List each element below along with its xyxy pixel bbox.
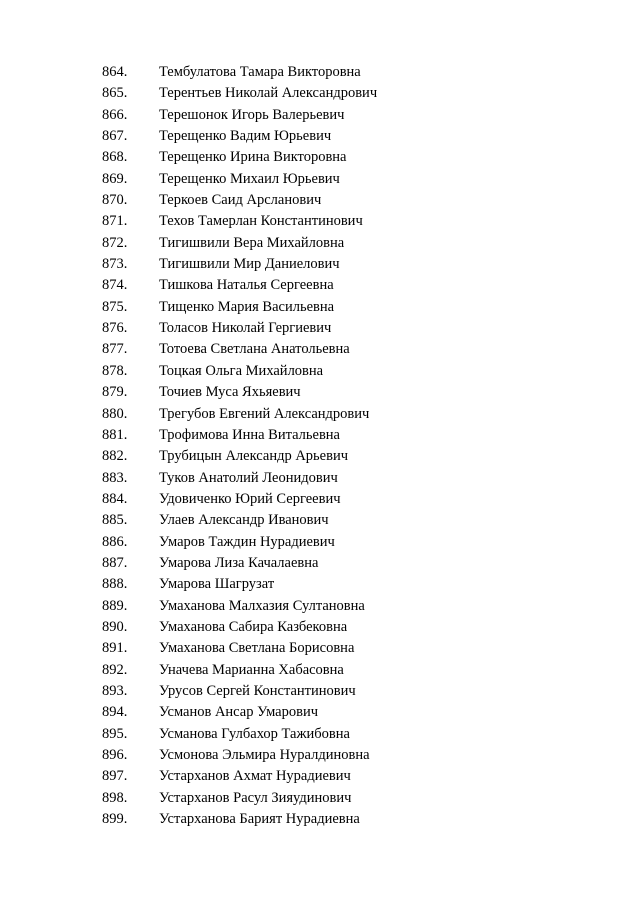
entry-name: Теркоев Саид Арсланович [159,192,322,209]
list-item [0,404,640,425]
entry-name: Трегубов Евгений Александрович [159,405,370,422]
entry-name: Трофимова Инна Витальевна [159,426,340,443]
entry-name: Трубицын Александр Арьевич [159,448,349,465]
list-item [0,745,640,766]
list-item [0,169,640,190]
entry-name: Терещенко Ирина Викторовна [159,149,347,166]
entry-name: Удовиченко Юрий Сергеевич [159,490,341,507]
entry-number: 874. [102,277,128,294]
list-item [0,446,640,467]
entry-name: Усмонова Эльмира Нуралдиновна [159,747,370,763]
entry-number: 888. [102,576,128,593]
entry-number: 886. [102,533,128,550]
entry-number: 866. [102,106,128,123]
list-item [0,382,640,403]
entry-number: 897. [102,768,128,785]
entry-name: Устарханова Барият Нурадиевна [159,811,360,828]
list-item [0,617,640,638]
entry-name: Тигишвили Мир Даниелович [159,256,340,273]
entry-number: 891. [102,640,128,657]
entry-name: Терещенко Михаил Юрьевич [159,170,340,187]
entry-name: Устарханов Расул Зияудинович [159,789,352,806]
entry-number: 865. [102,85,128,102]
list-item [0,660,640,681]
entry-number: 879. [102,384,128,401]
entry-number: 890. [102,618,128,635]
entry-number: 895. [102,725,128,742]
entry-name: Техов Тамерлан Константинович [159,213,363,230]
entry-number: 869. [102,170,128,187]
entry-name: Усманова Гулбахор Тажибовна [159,725,350,742]
entry-name: Туков Анатолий Леонидович [159,469,338,486]
list-item [0,83,640,104]
entry-number: 878. [102,362,128,379]
entry-number: 884. [102,490,128,507]
list-item [0,190,640,211]
entry-number: 881. [102,426,128,443]
list-item [0,638,640,659]
entry-name: Умарова Лиза Качалаевна [159,554,319,571]
list-item [0,233,640,254]
list-item [0,425,640,446]
entry-number: 889. [102,597,128,614]
list-item [0,361,640,382]
entry-name: Тотоева Светлана Анатольевна [159,341,350,358]
entry-number: 877. [102,341,128,358]
entry-name: Урусов Сергей Константинович [159,682,356,699]
entry-name: Усманов Ансар Умарович [159,704,319,721]
list-item [0,297,640,318]
list-item [0,468,640,489]
entry-number: 871. [102,213,128,230]
entry-number: 893. [102,682,128,699]
list-item [0,553,640,574]
entry-number: 885. [102,512,128,529]
entry-number: 883. [102,469,128,486]
entry-name: Толасов Николай Гергиевич [159,320,332,337]
entry-number: 868. [102,149,128,166]
entry-number: 898. [102,789,128,806]
numbered-name-list [0,62,640,830]
entry-name: Умаров Таждин Нурадиевич [159,533,335,550]
list-item [0,211,640,232]
list-item [0,532,640,553]
list-item [0,510,640,531]
list-item [0,318,640,339]
entry-number: 870. [102,192,128,209]
entry-number: 887. [102,554,128,571]
entry-name: Умаханова Сабира Казбековна [159,618,348,635]
entry-name: Тоцкая Ольга Михайловна [159,362,324,379]
list-item [0,596,640,617]
entry-name: Умарова Шагрузат [159,576,275,593]
list-item [0,681,640,702]
list-item [0,105,640,126]
list-item [0,574,640,595]
entry-number: 892. [102,661,128,678]
entry-name: Уначева Марианна Хабасовна [159,661,344,678]
list-item [0,809,640,830]
entry-number: 867. [102,128,128,145]
list-item [0,126,640,147]
entry-name: Тембулатова Тамара Викторовна [159,64,361,80]
entry-name: Тишкова Наталья Сергеевна [159,277,334,294]
entry-number: 873. [102,256,128,273]
entry-number: 872. [102,234,128,251]
entry-name: Умаханова Малхазия Султановна [159,597,365,614]
entry-number: 896. [102,747,128,763]
list-item [0,254,640,275]
list-item [0,724,640,745]
list-item [0,62,640,83]
entry-name: Устарханов Ахмат Нурадиевич [159,768,351,785]
entry-number: 864. [102,64,128,80]
entry-number: 875. [102,298,128,315]
entry-name: Терещенко Вадим Юрьевич [159,128,332,145]
entry-number: 899. [102,811,128,828]
entry-name: Тигишвили Вера Михайловна [159,234,345,251]
entry-name: Точиев Муса Яхьяевич [159,384,301,401]
entry-name: Улаев Александр Иванович [159,512,329,529]
entry-name: Тищенко Мария Васильевна [159,298,335,315]
entry-number: 894. [102,704,128,721]
entry-number: 882. [102,448,128,465]
entry-number: 876. [102,320,128,337]
list-item [0,766,640,787]
entry-name: Умаханова Светлана Борисовна [159,640,355,657]
list-item [0,339,640,360]
list-item [0,788,640,809]
list-item [0,489,640,510]
list-item [0,702,640,723]
entry-number: 880. [102,405,128,422]
list-item [0,147,640,168]
entry-name: Терешонок Игорь Валерьевич [159,106,345,123]
list-item [0,275,640,296]
entry-name: Терентьев Николай Александрович [159,85,378,102]
